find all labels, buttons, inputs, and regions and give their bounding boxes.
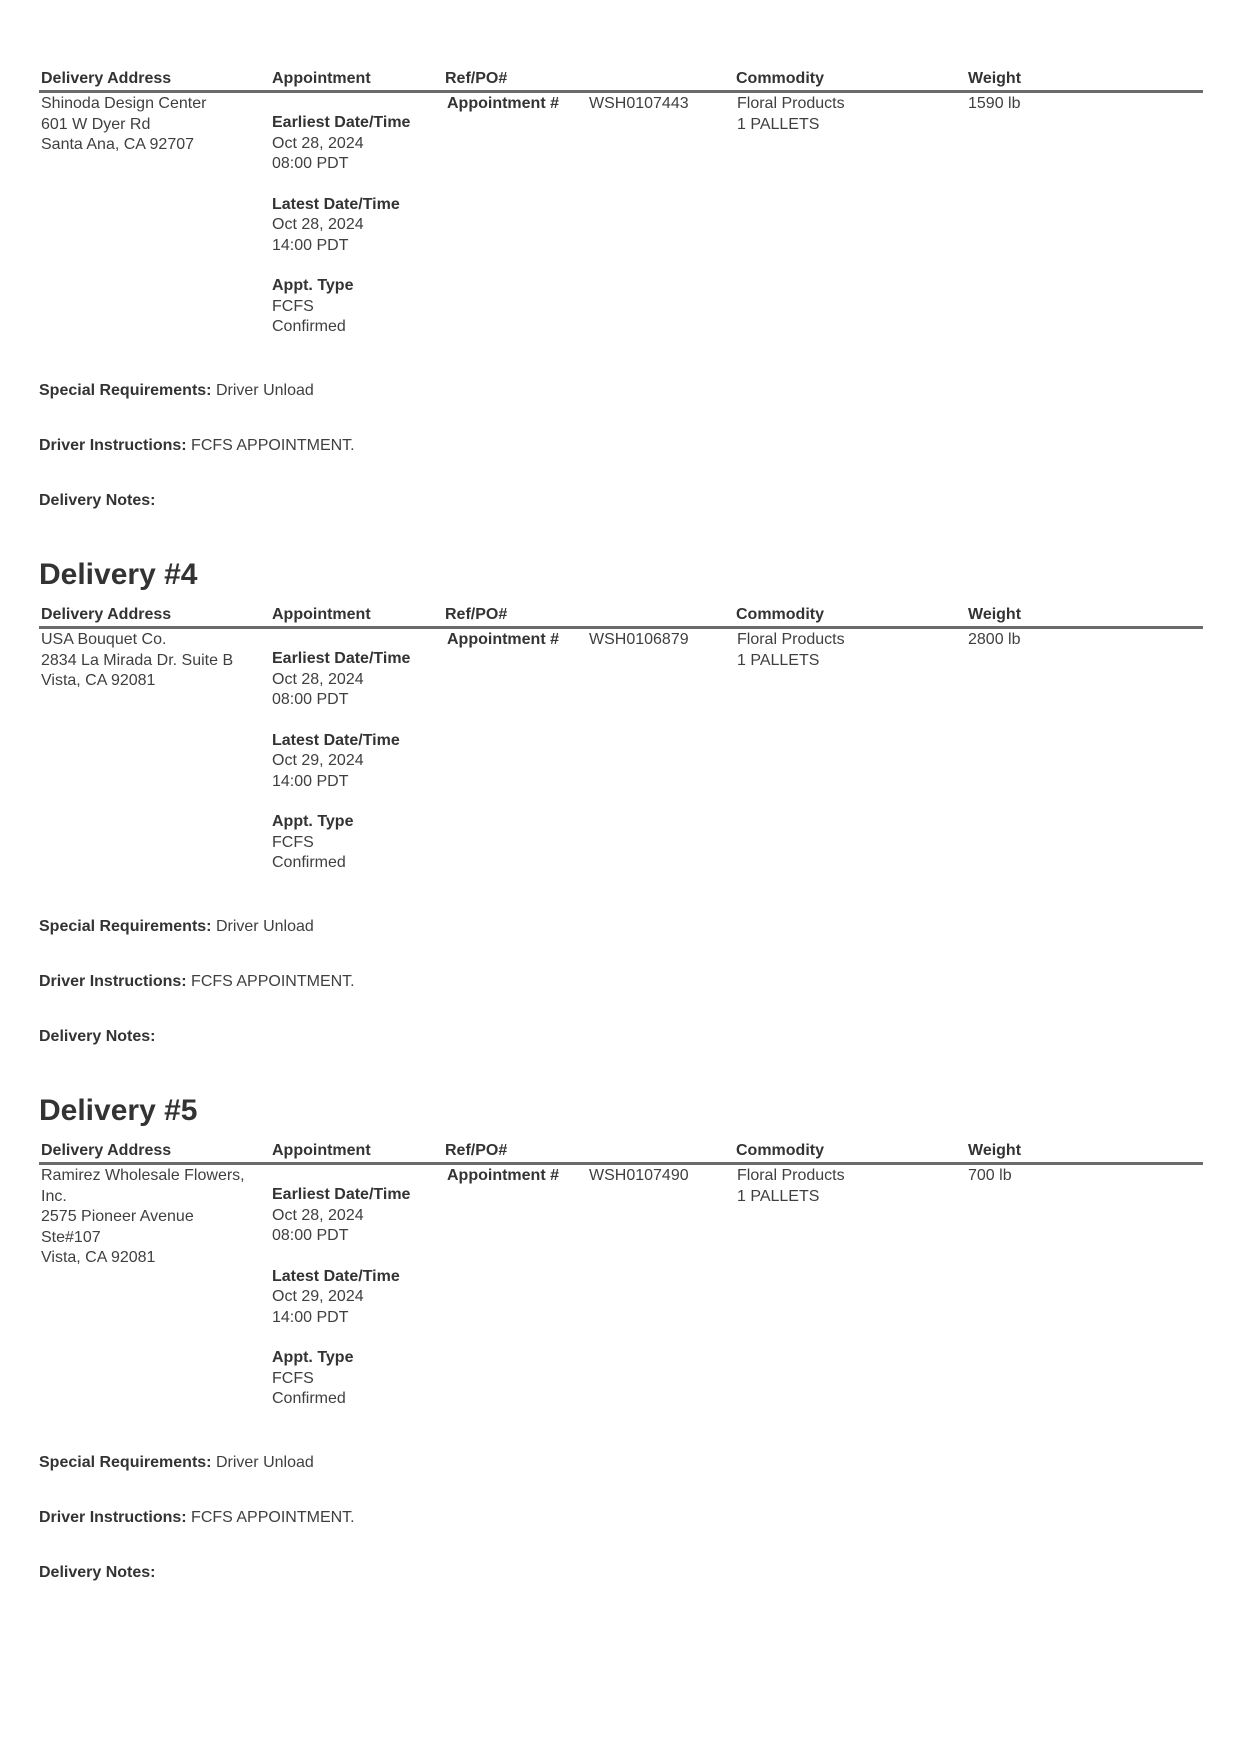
address-line: Inc. xyxy=(41,1187,67,1205)
driver-instructions-value: FCFS APPOINTMENT. xyxy=(191,437,355,454)
table-header xyxy=(39,1136,1203,1165)
earliest-date: Oct 28, 2024 xyxy=(272,134,364,152)
latest-time: 14:00 PDT xyxy=(272,1308,349,1326)
address-line: 2575 Pioneer Avenue xyxy=(41,1208,194,1225)
latest-block xyxy=(272,1267,437,1329)
address-line: Ramirez Wholesale Flowers, xyxy=(41,1167,245,1184)
latest-label: Latest Date/Time xyxy=(272,731,400,749)
earliest-date: Oct 28, 2024 xyxy=(272,1206,364,1224)
earliest-label: Earliest Date/Time xyxy=(272,1186,411,1203)
appt-type-value: FCFS xyxy=(272,297,314,315)
delivery-notes xyxy=(39,1564,156,1582)
commodity-cell xyxy=(737,94,957,135)
driver-instructions-label: Driver Instructions: xyxy=(39,973,187,990)
commodity-name: Floral Products xyxy=(737,631,845,648)
appointment-cell xyxy=(272,649,437,894)
special-requirements xyxy=(39,1454,314,1472)
driver-instructions-label: Driver Instructions: xyxy=(39,1509,187,1526)
driver-instructions xyxy=(39,1509,355,1527)
appt-type-block xyxy=(272,276,437,338)
column-header-weight: Weight xyxy=(968,70,1022,87)
delivery-address xyxy=(41,1166,263,1269)
special-requirements-value: Driver Unload xyxy=(215,382,314,399)
latest-label: Latest Date/Time xyxy=(272,195,400,213)
address-line: 2834 La Mirada Dr. Suite B xyxy=(41,651,234,669)
address-line: USA Bouquet Co. xyxy=(41,631,167,648)
address-line: 601 W Dyer Rd xyxy=(41,115,151,133)
delivery-address xyxy=(41,94,263,156)
driver-instructions-value: FCFS APPOINTMENT. xyxy=(191,973,355,990)
appointment-number: WSH0106879 xyxy=(589,631,689,648)
earliest-block xyxy=(272,649,437,711)
driver-instructions xyxy=(39,437,355,455)
appt-type-block xyxy=(272,812,437,874)
column-header-commodity: Commodity xyxy=(736,70,824,87)
commodity-name: Floral Products xyxy=(737,1167,845,1184)
address-line: Vista, CA 92081 xyxy=(41,672,156,689)
delivery-title: Delivery #4 xyxy=(39,558,198,591)
earliest-date: Oct 28, 2024 xyxy=(272,670,364,688)
delivery-notes-label: Delivery Notes: xyxy=(39,1028,156,1045)
column-header-ref: Ref/PO# xyxy=(445,606,508,623)
latest-block xyxy=(272,195,437,257)
latest-date: Oct 29, 2024 xyxy=(272,752,364,769)
special-requirements-value: Driver Unload xyxy=(215,918,314,935)
special-requirements-label: Special Requirements: xyxy=(39,382,212,399)
column-header-appointment: Appointment xyxy=(272,70,371,87)
latest-time: 14:00 PDT xyxy=(272,772,349,790)
column-header-appointment: Appointment xyxy=(272,1142,371,1159)
special-requirements-label: Special Requirements: xyxy=(39,1454,212,1471)
delivery-address xyxy=(41,630,263,692)
weight-value: 1590 lb xyxy=(968,95,1021,112)
driver-instructions-value: FCFS APPOINTMENT. xyxy=(191,1509,355,1526)
earliest-time: 08:00 PDT xyxy=(272,155,349,172)
commodity-quantity: 1 PALLETS xyxy=(737,115,820,133)
latest-label: Latest Date/Time xyxy=(272,1267,400,1285)
weight-value: 700 lb xyxy=(968,1167,1012,1184)
appointment-number-label: Appointment # xyxy=(447,95,559,112)
column-header-weight: Weight xyxy=(968,606,1022,623)
table-header xyxy=(39,64,1203,93)
delivery-title: Delivery #5 xyxy=(39,1094,198,1127)
latest-block xyxy=(272,731,437,793)
appointment-number-label: Appointment # xyxy=(447,1167,559,1184)
address-line: Ste#107 xyxy=(41,1228,101,1246)
column-header-address: Delivery Address xyxy=(41,70,172,87)
driver-instructions-label: Driver Instructions: xyxy=(39,437,187,454)
latest-date: Oct 28, 2024 xyxy=(272,216,364,233)
column-header-weight: Weight xyxy=(968,1142,1022,1159)
weight-value: 2800 lb xyxy=(968,631,1021,648)
latest-time: 14:00 PDT xyxy=(272,236,349,254)
appointment-number-label: Appointment # xyxy=(447,631,559,648)
special-requirements xyxy=(39,382,314,400)
driver-instructions xyxy=(39,973,355,991)
special-requirements-value: Driver Unload xyxy=(215,1454,314,1471)
column-header-address: Delivery Address xyxy=(41,1142,172,1159)
appt-status: Confirmed xyxy=(272,854,346,871)
column-header-commodity: Commodity xyxy=(736,606,824,623)
delivery-notes-label: Delivery Notes: xyxy=(39,492,156,509)
appt-type-value: FCFS xyxy=(272,1369,314,1387)
column-header-appointment: Appointment xyxy=(272,606,371,623)
commodity-cell xyxy=(737,630,957,671)
earliest-time: 08:00 PDT xyxy=(272,691,349,708)
special-requirements xyxy=(39,918,314,936)
appt-status: Confirmed xyxy=(272,1390,346,1407)
column-header-commodity: Commodity xyxy=(736,1142,824,1159)
delivery-notes xyxy=(39,1028,156,1046)
address-line: Shinoda Design Center xyxy=(41,95,207,112)
appointment-number: WSH0107443 xyxy=(589,95,689,112)
appt-type-block xyxy=(272,1348,437,1410)
earliest-block xyxy=(272,113,437,175)
column-header-ref: Ref/PO# xyxy=(445,1142,508,1159)
commodity-quantity: 1 PALLETS xyxy=(737,651,820,669)
appointment-cell xyxy=(272,1185,437,1430)
earliest-label: Earliest Date/Time xyxy=(272,114,411,131)
commodity-cell xyxy=(737,1166,957,1207)
appt-type-label: Appt. Type xyxy=(272,813,354,830)
address-line: Vista, CA 92081 xyxy=(41,1249,156,1266)
earliest-time: 08:00 PDT xyxy=(272,1227,349,1244)
commodity-name: Floral Products xyxy=(737,95,845,112)
appointment-number: WSH0107490 xyxy=(589,1167,689,1184)
commodity-quantity: 1 PALLETS xyxy=(737,1187,820,1205)
address-line: Santa Ana, CA 92707 xyxy=(41,136,195,153)
appt-type-label: Appt. Type xyxy=(272,1349,354,1366)
table-header xyxy=(39,600,1203,629)
appointment-cell xyxy=(272,113,437,358)
delivery-notes xyxy=(39,492,156,510)
delivery-notes-label: Delivery Notes: xyxy=(39,1564,156,1581)
latest-date: Oct 29, 2024 xyxy=(272,1288,364,1305)
column-header-ref: Ref/PO# xyxy=(445,70,508,87)
special-requirements-label: Special Requirements: xyxy=(39,918,212,935)
appt-type-label: Appt. Type xyxy=(272,277,354,294)
earliest-block xyxy=(272,1185,437,1247)
earliest-label: Earliest Date/Time xyxy=(272,650,411,667)
column-header-address: Delivery Address xyxy=(41,606,172,623)
appt-type-value: FCFS xyxy=(272,833,314,851)
appt-status: Confirmed xyxy=(272,318,346,335)
